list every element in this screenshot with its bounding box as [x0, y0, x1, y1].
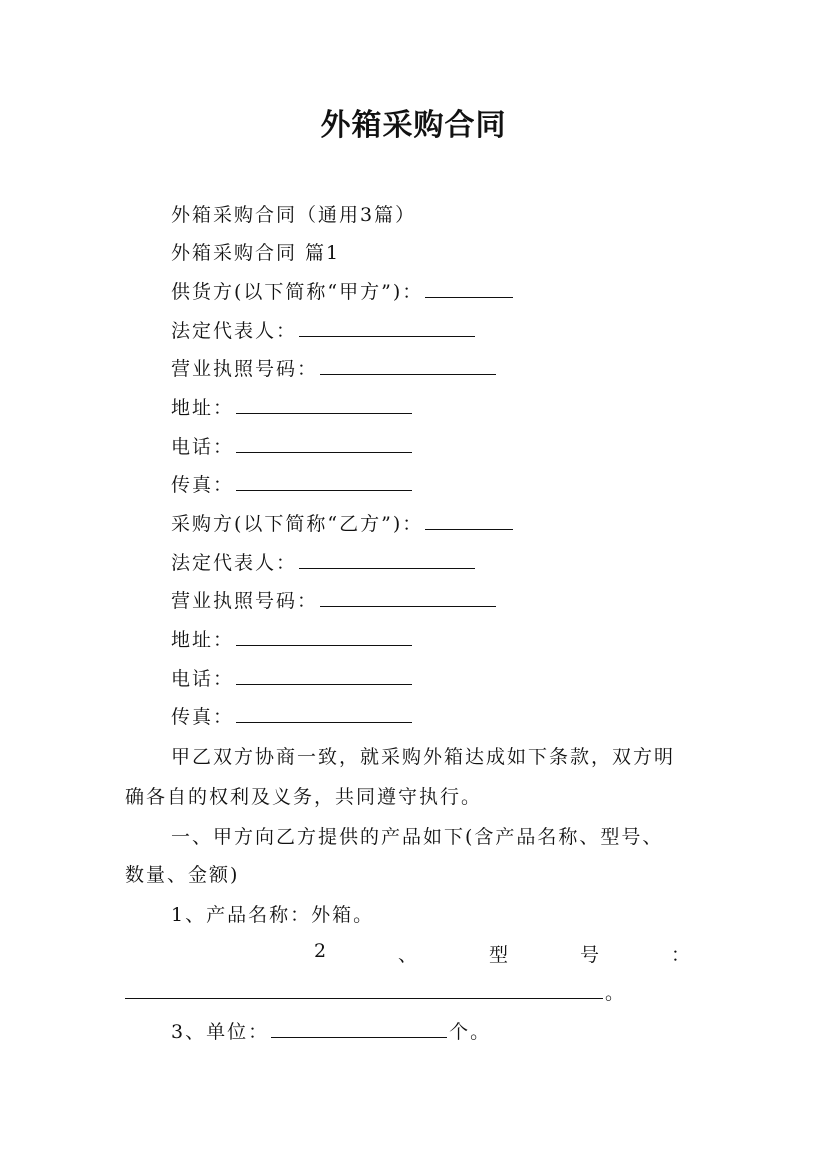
buyer-phone-blank[interactable] — [236, 668, 412, 685]
supplier-rep-line: 法定代表人： — [171, 316, 477, 343]
buyer-license-blank[interactable] — [320, 590, 496, 607]
supplier-license-blank[interactable] — [320, 358, 496, 375]
supplier-rep-blank[interactable] — [299, 320, 475, 337]
supplier-license-line: 营业执照号码： — [171, 354, 498, 381]
supplier-phone-blank[interactable] — [236, 436, 412, 453]
buyer-line: 采购方(以下简称“乙方”)： — [171, 509, 515, 536]
buyer-fax-line: 传真： — [171, 702, 414, 729]
buyer-license-line: 营业执照号码： — [171, 586, 498, 613]
item-unit-line: 3、单位： 个。 — [171, 1021, 492, 1043]
supplier-address-blank[interactable] — [236, 397, 412, 414]
item-model-spaced: 2 、 型 号 ： — [314, 940, 690, 966]
agreement-paragraph-line1: 甲乙双方协商一致，就采购外箱达成如下条款，双方明 — [171, 746, 676, 768]
buyer-rep-blank[interactable] — [299, 552, 475, 569]
supplier-line: 供货方(以下简称“甲方”)： — [171, 277, 515, 304]
clause-one-line2: 数量、金额) — [125, 864, 240, 886]
item-product-name: 1、产品名称：外箱。 — [171, 904, 375, 926]
buyer-address-line: 地址： — [171, 625, 414, 652]
agreement-paragraph-line2: 确各自的权利及义务，共同遵守执行。 — [125, 786, 483, 808]
doc-subtitle: 外箱采购合同（通用3篇） — [171, 204, 417, 226]
unit-blank[interactable] — [271, 1021, 447, 1038]
supplier-address-line: 地址： — [171, 393, 414, 420]
buyer-phone-line: 电话： — [171, 664, 414, 691]
supplier-blank[interactable] — [425, 281, 513, 298]
supplier-phone-line: 电话： — [171, 432, 414, 459]
buyer-rep-line: 法定代表人： — [171, 548, 477, 575]
model-blank[interactable] — [125, 982, 603, 999]
clause-one-line1: 一、甲方向乙方提供的产品如下(含产品名称、型号、 — [171, 826, 664, 848]
buyer-blank[interactable] — [425, 513, 513, 530]
section-heading: 外箱采购合同 篇1 — [171, 242, 341, 264]
supplier-fax-blank[interactable] — [236, 474, 412, 491]
supplier-fax-line: 传真： — [171, 470, 414, 497]
buyer-address-blank[interactable] — [236, 629, 412, 646]
document-title: 外箱采购合同 — [320, 108, 507, 143]
buyer-fax-blank[interactable] — [236, 706, 412, 723]
item-model-blank-line: 。 — [125, 978, 626, 1005]
